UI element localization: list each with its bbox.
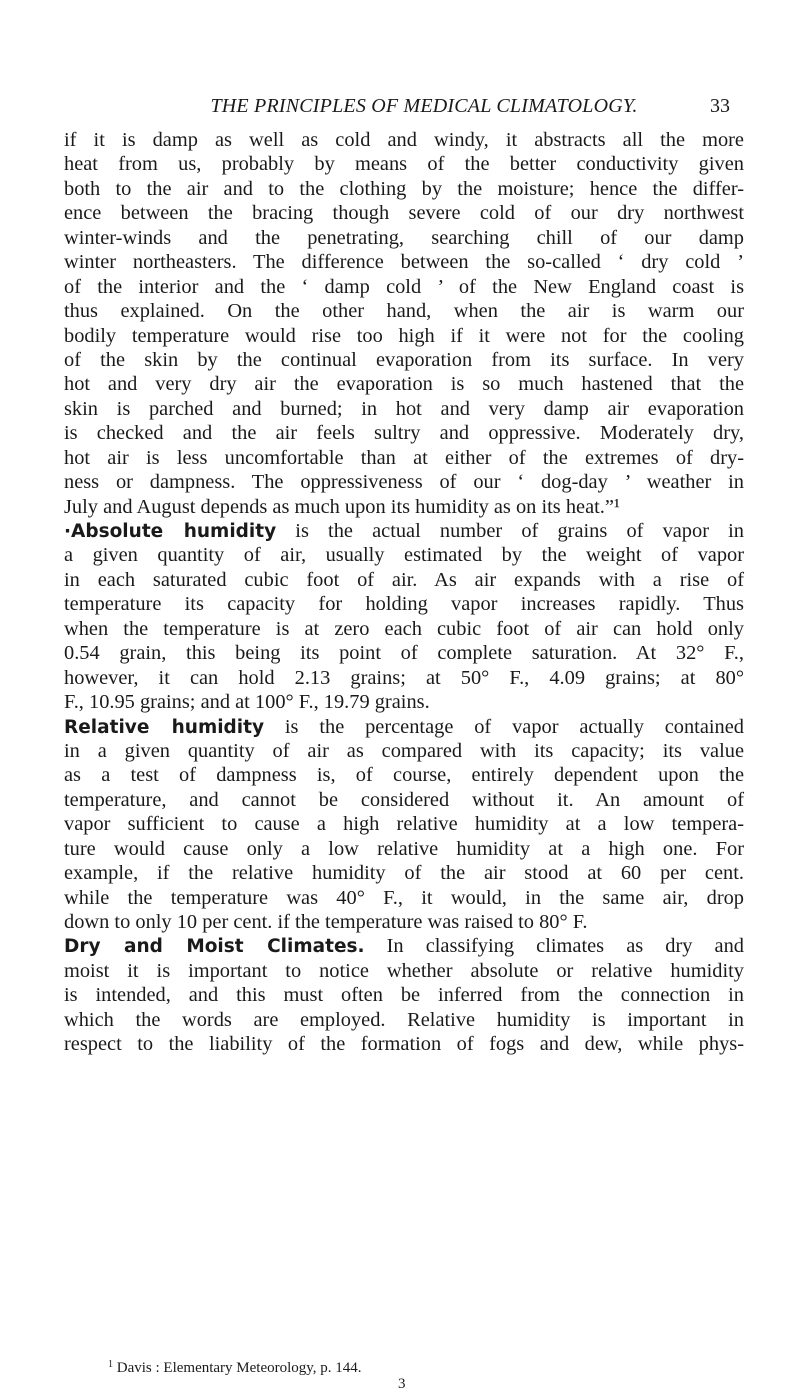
footnote-text: Davis : Elementary Meteorology, p. 144. <box>113 1360 362 1376</box>
text-line: is intended, and this must often be inferred from the connection in <box>64 984 744 1007</box>
text-line: down to only 10 per cent. if the temperature was raised to 80° F. <box>64 911 588 933</box>
footnote <box>108 1356 362 1377</box>
text-line: in each saturated cubic foot of air. As air expands with a rise of <box>64 568 744 591</box>
text-line: of the interior and the ‘ damp cold ’ of the New England coast is <box>64 275 744 298</box>
text-line: thus explained. On the other hand, when the air is warm our <box>64 300 744 323</box>
text-line: vapor sufficient to cause a high relative humidity at a low tempera- <box>64 813 744 836</box>
text-line: in a given quantity of air as compared with its capacity; its value <box>64 739 744 762</box>
term-relative-humidity: Relative humidity <box>64 716 265 738</box>
text-run: In classifying climates as dry and <box>364 935 744 958</box>
text-line: is checked and the air feels sultry and oppressive. Moderately dry, <box>64 422 744 445</box>
text-line: respect to the liability of the formation of fogs and dew, while phys- <box>64 1033 744 1056</box>
text-line: ence between the bracing though severe cold of our dry northwest <box>64 202 744 225</box>
text-line <box>64 934 744 958</box>
text-run: is the percentage of vapor actually contained <box>264 715 744 738</box>
text-line <box>64 519 744 543</box>
text-line: winter-winds and the penetrating, searching chill of our damp <box>64 226 744 249</box>
text-line: heat from us, probably by means of the better conductivity given <box>64 153 744 176</box>
term-dry-and-moist-climates: Dry and Moist Climates. <box>64 936 365 958</box>
text-line: as a test of dampness is, of course, entirely dependent upon the <box>64 764 744 787</box>
text-line: example, if the relative humidity of the air stood at 60 per cent. <box>64 862 744 885</box>
paragraph-dry-moist-climates <box>64 934 744 1056</box>
body-text <box>64 128 744 1057</box>
paragraph-1 <box>64 128 744 519</box>
text-line: F., 10.95 grains; and at 100° F., 19.79 grains. <box>64 691 430 714</box>
running-head-title: THE PRINCIPLES OF MEDICAL CLIMATOLOGY. <box>210 95 638 117</box>
text-line: while the temperature was 40° F., it would, in the same air, drop <box>64 886 744 909</box>
paragraph-absolute-humidity <box>64 519 744 715</box>
text-line: both to the air and to the clothing by the moisture; hence the differ- <box>64 177 744 200</box>
text-line: when the temperature is at zero each cubic foot of air can hold only <box>64 617 744 640</box>
text-line: 0.54 grain, this being its point of complete saturation. At 32° F., <box>64 642 744 665</box>
text-line: bodily temperature would rise too high if it were not for the cooling <box>64 324 744 347</box>
text-line: winter northeasters. The difference between the so-called ‘ dry cold ’ <box>64 251 744 274</box>
text-line <box>64 715 744 739</box>
signature-mark: 3 <box>398 1376 406 1392</box>
text-line: of the skin by the continual evaporation from its surface. In very <box>64 348 744 371</box>
text-line: hot and very dry air the evaporation is so much hastened that the <box>64 373 744 396</box>
footnote-marker: 1 <box>108 1359 113 1370</box>
text-line: July and August depends as much upon its humidity as on its heat.”¹ <box>64 495 621 518</box>
text-line: ture would cause only a low relative humidity at a high one. For <box>64 837 744 860</box>
text-line: a given quantity of air, usually estimated by the weight of vapor <box>64 544 744 567</box>
paragraph-relative-humidity <box>64 715 744 935</box>
text-line: skin is parched and burned; in hot and very damp air evaporation <box>64 397 744 420</box>
text-run: is the actual number of grains of vapor in <box>276 520 744 542</box>
term-absolute-humidity: ·Absolute humidity <box>64 521 277 542</box>
text-line: ness or dampness. The oppressiveness of our ‘ dog-day ’ weather in <box>64 471 744 494</box>
text-line: temperature its capacity for holding vapor increases rapidly. Thus <box>64 593 744 616</box>
text-line: temperature, and cannot be considered without it. An amount of <box>64 788 744 811</box>
text-line: however, it can hold 2.13 grains; at 50° F., 4.09 grains; at 80° <box>64 666 744 689</box>
text-line: if it is damp as well as cold and windy, it abstracts all the more <box>64 129 744 151</box>
text-line: which the words are employed. Relative humidity is important in <box>64 1008 744 1031</box>
text-line: hot air is less uncomfortable than at either of the extremes of dry- <box>64 446 744 469</box>
text-line: moist it is important to notice whether absolute or relative humidity <box>64 959 744 982</box>
page-number: 33 <box>710 95 730 117</box>
